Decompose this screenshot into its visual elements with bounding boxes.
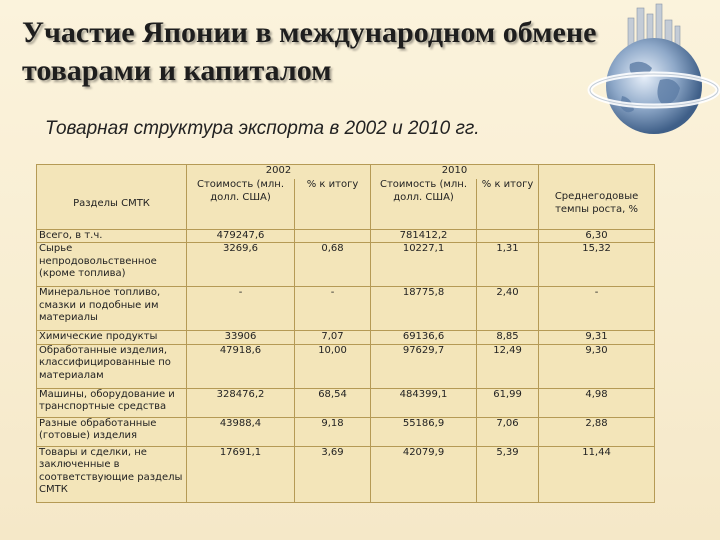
share-2002-cell: 9,18: [295, 417, 371, 446]
section-cell: Товары и сделки, не заключенные в соответствующие разделы СМТК: [37, 446, 187, 502]
share-2002-cell: 7,07: [295, 331, 371, 345]
table-row: [37, 331, 655, 345]
value-2002-cell: 3269,6: [187, 243, 295, 287]
value-2010-cell: 781412,2: [371, 229, 477, 243]
section-header-top: [37, 165, 187, 180]
value-2002-cell: 17691,1: [187, 446, 295, 502]
section-cell: Всего, в т.ч.: [37, 229, 187, 243]
table-row: [37, 243, 655, 287]
section-cell: Машины, оборудование и транспортные средства: [37, 388, 187, 417]
table-row: [37, 388, 655, 417]
share-2010-cell: 1,31: [477, 243, 539, 287]
value-2010-cell: 42079,9: [371, 446, 477, 502]
value-2002-cell: 33906: [187, 331, 295, 345]
slide-subtitle: Товарная структура экспорта в 2002 и 2010 гг.: [45, 118, 480, 139]
growth-cell: 4,98: [539, 388, 655, 417]
section-cell: Обработанные изделия, классифицированные по материалам: [37, 344, 187, 388]
growth-cell: 2,88: [539, 417, 655, 446]
share-2010-cell: 7,06: [477, 417, 539, 446]
globe-with-city-icon: [582, 0, 720, 140]
year-2002-header: 2002: [187, 165, 371, 180]
growth-cell: 9,31: [539, 331, 655, 345]
value-2010-cell: 55186,9: [371, 417, 477, 446]
share-2010-cell: [477, 229, 539, 243]
share-2002-cell: 3,69: [295, 446, 371, 502]
table-row: [37, 287, 655, 331]
value-2002-header: Стоимость (млн. долл. США): [187, 179, 295, 229]
share-2010-cell: 12,49: [477, 344, 539, 388]
table-row: [37, 417, 655, 446]
value-2010-cell: 18775,8: [371, 287, 477, 331]
share-2010-cell: 8,85: [477, 331, 539, 345]
share-2002-header: % к итогу: [295, 179, 371, 229]
section-cell: Сырье непродовольственное (кроме топлива): [37, 243, 187, 287]
share-2002-cell: [295, 229, 371, 243]
growth-header-top: [539, 165, 655, 180]
section-cell: Минеральное топливо, смазки и подобные им материалы: [37, 287, 187, 331]
share-2002-cell: -: [295, 287, 371, 331]
value-2010-cell: 97629,7: [371, 344, 477, 388]
share-2010-cell: 61,99: [477, 388, 539, 417]
value-2010-cell: 484399,1: [371, 388, 477, 417]
share-2010-cell: 5,39: [477, 446, 539, 502]
export-structure-table: [36, 164, 655, 503]
value-2010-cell: 69136,6: [371, 331, 477, 345]
year-2010-header: 2010: [371, 165, 539, 180]
slide-title: Участие Японии в международном обмене товарами и капиталом: [22, 16, 597, 87]
share-2010-header: % к итогу: [477, 179, 539, 229]
section-cell: Химические продукты: [37, 331, 187, 345]
share-2010-cell: 2,40: [477, 287, 539, 331]
growth-cell: 11,44: [539, 446, 655, 502]
table-row: [37, 229, 655, 243]
value-2002-cell: 479247,6: [187, 229, 295, 243]
growth-header: Среднегодовые темпы роста, %: [539, 179, 655, 229]
section-header: Разделы СМТК: [37, 179, 187, 229]
table-row: [37, 344, 655, 388]
growth-cell: -: [539, 287, 655, 331]
table-row: [37, 446, 655, 502]
section-cell: Разные обработанные (готовые) изделия: [37, 417, 187, 446]
share-2002-cell: 0,68: [295, 243, 371, 287]
value-2002-cell: 47918,6: [187, 344, 295, 388]
growth-cell: 9,30: [539, 344, 655, 388]
value-2002-cell: 43988,4: [187, 417, 295, 446]
share-2002-cell: 10,00: [295, 344, 371, 388]
value-2010-header: Стоимость (млн. долл. США): [371, 179, 477, 229]
value-2002-cell: 328476,2: [187, 388, 295, 417]
growth-cell: 15,32: [539, 243, 655, 287]
value-2010-cell: 10227,1: [371, 243, 477, 287]
value-2002-cell: -: [187, 287, 295, 331]
share-2002-cell: 68,54: [295, 388, 371, 417]
growth-cell: 6,30: [539, 229, 655, 243]
